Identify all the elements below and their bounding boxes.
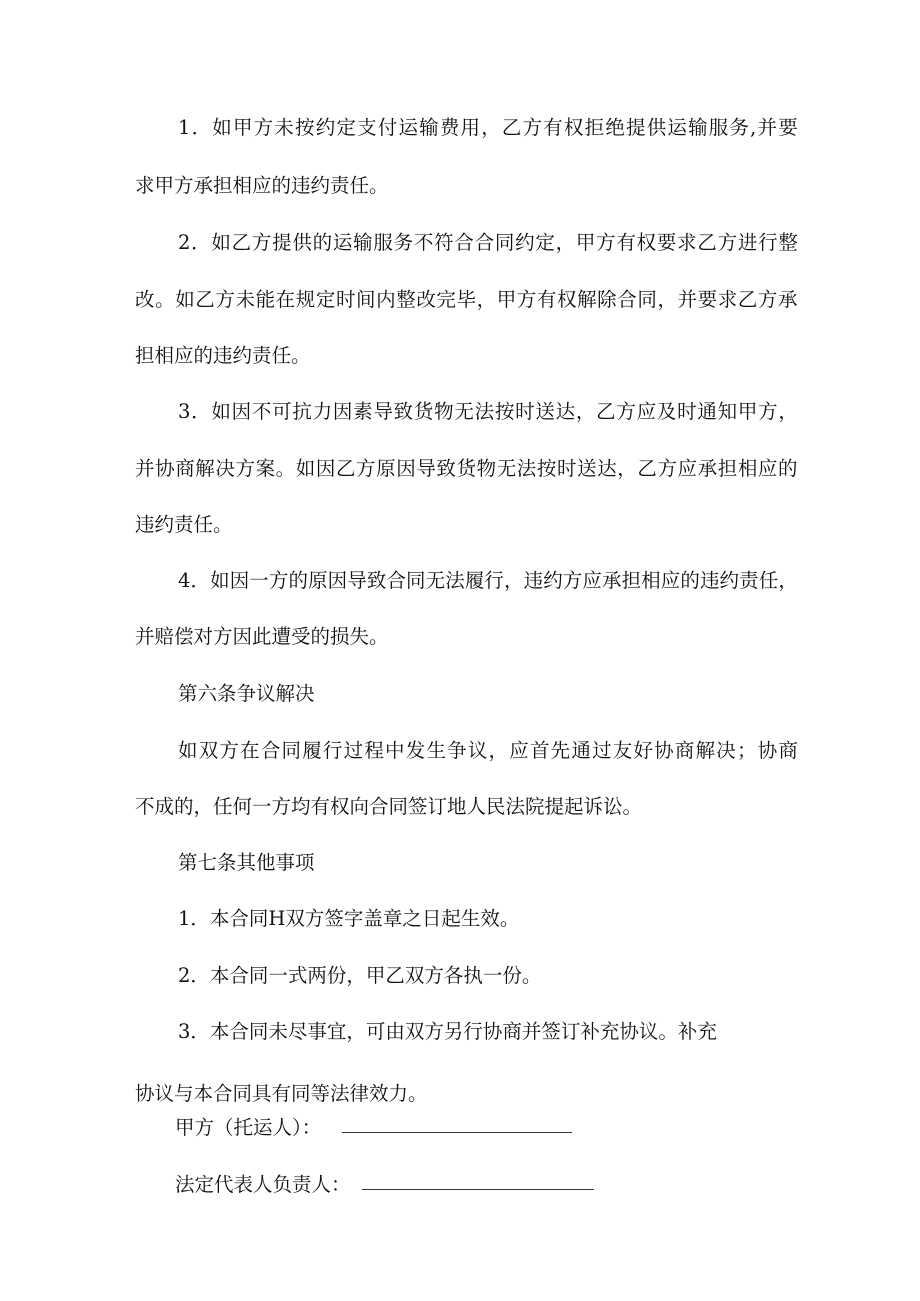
article-6-heading: 第六条争议解决 [178, 682, 315, 705]
clause-5-3-line-3: 违约责任。 [135, 513, 233, 536]
party-a-label: 甲方（托运人）： [175, 1116, 322, 1139]
clause-5-3-line-2: 并 协 商 解 决 方 案 。 如 因 乙 方 原 因 导 致 货 物 无 法 按 时 送 达 ， 乙 方 应 承 担 相 应 的 [135, 457, 798, 480]
clause-5-4-line-1: 4 ． 如 因 一 方 的 原 因 导 致 合 同 无 法 履 行 ， 违 约 方 应 承 担 相 应 的 违 约 责 任 ， [178, 569, 798, 592]
clause-5-3-line-1: 3 ． 如 因 不 可 抗 力 因 素 导 致 货 物 无 法 按 时 送 达 ， 乙 方 应 及 时 通 知 甲 方 ， [178, 400, 798, 423]
article-6-line-2: 不成的，任何一方均有权向合同签订地人民法院提起诉讼。 [135, 795, 643, 818]
clause-5-4-line-2: 并赔偿对方因此遭受的损失。 [135, 625, 389, 648]
legal-representative-signature-line [362, 1189, 594, 1190]
clause-5-1-line-2: 求甲方承担相应的违约责任。 [135, 174, 389, 197]
party-a-signature-line [342, 1132, 572, 1133]
clause-5-1-line-1: 1 ． 如 甲 方 未 按 约 定 支 付 运 输 费 用 ， 乙 方 有 权 拒 绝 提 供 运 输 服 务 , 并 要 [178, 116, 798, 139]
clause-7-2: 2．本合同一式两份，甲乙双方各执一份。 [178, 964, 542, 987]
legal-representative-label: 法定代表人负责人： [175, 1173, 351, 1196]
article-7-heading: 第七条其他事项 [178, 851, 315, 874]
clause-7-3-line-1: 3．本合同未尽事宜，可由双方另行协商并签订补充协议。补充 [178, 1020, 717, 1043]
clause-7-3-line-2: 协议与本合同具有同等法律效力。 [135, 1082, 428, 1105]
clause-5-2-line-1: 2 ． 如 乙 方 提 供 的 运 输 服 务 不 符 合 合 同 约 定 ， 甲 方 有 权 要 求 乙 方 进 行 整 [178, 231, 798, 254]
clause-5-2-line-3: 担相应的违约责任。 [135, 344, 311, 367]
article-6-line-1: 如 双 方 在 合 同 履 行 过 程 中 发 生 争 议 ， 应 首 先 通 过 友 好 协 商 解 决 ； 协 商 [178, 739, 798, 762]
clause-5-2-line-2: 改 。 如 乙 方 未 能 在 规 定 时 间 内 整 改 完 毕 ， 甲 方 有 权 解 除 合 同 ， 并 要 求 乙 方 承 [135, 288, 798, 311]
clause-7-1: 1．本合同H双方签字盖章之日起生效。 [178, 907, 520, 930]
